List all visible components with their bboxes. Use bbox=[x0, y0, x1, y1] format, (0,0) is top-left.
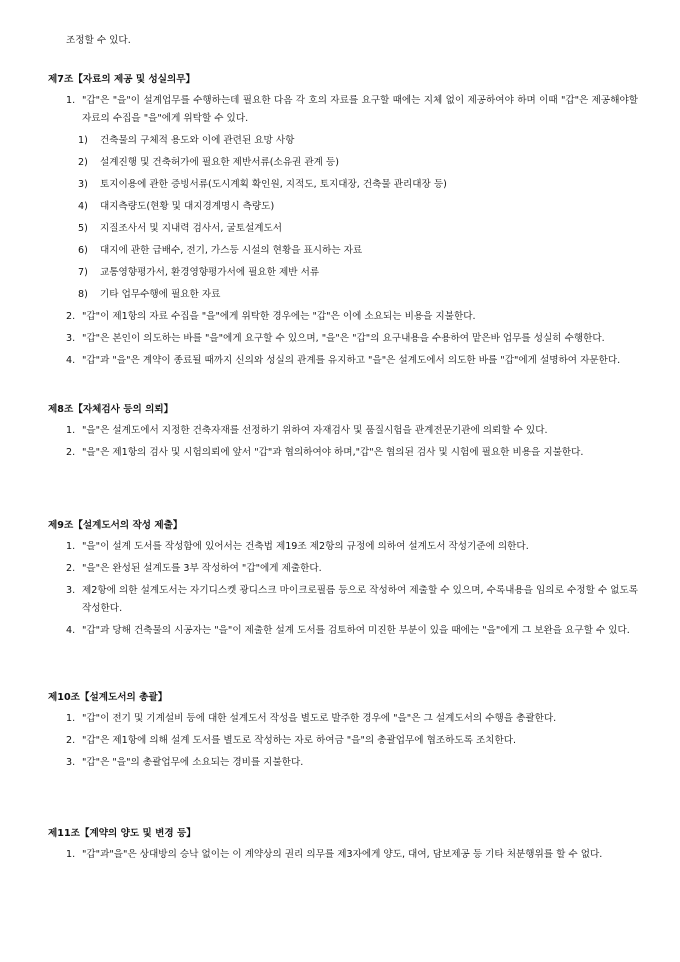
article-name: 설계도서의 총괄 bbox=[89, 692, 158, 703]
article-number: 제8조 bbox=[48, 404, 74, 415]
article-title bbox=[48, 690, 638, 706]
bracket-close: 】 bbox=[157, 692, 168, 703]
clause-text: "갑"은 "을"의 총괄업무에 소요되는 경비를 지불한다. bbox=[82, 757, 304, 768]
clause bbox=[48, 92, 638, 128]
article-number: 제7조 bbox=[48, 74, 74, 85]
sub-clause-text: 대지에 관한 급배수, 전기, 가스등 시설의 현황을 표시하는 자료 bbox=[100, 245, 363, 256]
clause-number: 2. bbox=[66, 447, 76, 458]
article-name: 설계도서의 작성 제출 bbox=[82, 520, 173, 531]
clause-number: 1. bbox=[66, 849, 76, 860]
clause-number: 2. bbox=[66, 735, 76, 746]
bracket-close: 】 bbox=[163, 404, 174, 415]
sub-clause bbox=[48, 154, 638, 172]
clause-text: "을"은 제1항의 검사 및 시험의뢰에 앞서 "갑"과 협의하여야 하며,"갑"은 협의된 검사 및 시험에 필요한 비용을 지불한다. bbox=[82, 447, 584, 458]
sub-clause bbox=[48, 264, 638, 282]
bracket-open: 【 bbox=[79, 828, 90, 839]
clause bbox=[48, 352, 638, 370]
clause bbox=[48, 444, 638, 462]
article-7 bbox=[48, 72, 638, 370]
clause-number: 3. bbox=[66, 585, 76, 596]
article-9 bbox=[48, 518, 638, 640]
article-number: 제11조 bbox=[48, 828, 80, 839]
bracket-open: 【 bbox=[73, 520, 83, 531]
sub-clause-text: 설계진행 및 건축허가에 필요한 제반서류(소유권 관계 등) bbox=[100, 157, 339, 168]
sub-clause-text: 교통영향평가서, 환경영향평가서에 필요한 제반 서류 bbox=[100, 267, 320, 278]
clause bbox=[48, 622, 638, 640]
clause bbox=[48, 308, 638, 326]
clause-text: "갑"이 전기 및 기계설비 등에 대한 설계도서 작성을 별도로 발주한 경우에 "을"은 그 설계도서의 수행을 총괄한다. bbox=[82, 713, 557, 724]
clause bbox=[48, 754, 638, 772]
article-title bbox=[48, 518, 638, 534]
bracket-close: 】 bbox=[185, 74, 196, 85]
continuation-text: 조정할 수 있다. bbox=[66, 35, 131, 46]
clause bbox=[48, 330, 638, 348]
sub-clause-number: 6) bbox=[78, 245, 88, 256]
sub-clause bbox=[48, 286, 638, 304]
sub-clause-number: 7) bbox=[78, 267, 88, 278]
clause-number: 4. bbox=[66, 625, 76, 636]
sub-clause-number: 3) bbox=[78, 179, 88, 190]
clause-text: "갑"과"을"은 상대방의 승낙 없이는 이 계약상의 권리 의무를 제3자에게 양도, 대여, 담보제공 등 기타 처분행위를 할 수 없다. bbox=[82, 849, 603, 860]
clause-number: 2. bbox=[66, 563, 76, 574]
clause-text: "갑"은 제1항에 의해 설계 도서를 별도로 작성하는 자로 하여금 "을"의 총괄업무에 협조하도록 조치한다. bbox=[82, 735, 517, 746]
clause-text: "갑"은 본인이 의도하는 바를 "을"에게 요구할 수 있으며, "을"은 "갑"의 요구내용을 수용하여 맡은바 업무를 성실히 수행한다. bbox=[82, 333, 605, 344]
clause-text: "갑"과 "을"은 계약이 종료될 때까지 신의와 성실의 관계를 유지하고 "을"은 설계도에서 의도한 바를 "갑"에게 설명하여 자문한다. bbox=[82, 355, 621, 366]
clause bbox=[48, 538, 638, 556]
article-title bbox=[48, 72, 638, 88]
clause-number: 3. bbox=[66, 757, 76, 768]
sub-clause bbox=[48, 176, 638, 194]
clause bbox=[48, 846, 638, 864]
clause-number: 1. bbox=[66, 425, 76, 436]
clause-text: 제2항에 의한 설계도서는 자기디스켓 광디스크 마이크로필름 등으로 작성하여 제출할 수 있으며, 수록내용을 임의로 수정할 수 없도록 작성한다. bbox=[82, 585, 639, 614]
article-11 bbox=[48, 826, 638, 864]
article-10 bbox=[48, 690, 638, 772]
sub-clause bbox=[48, 220, 638, 238]
article-title bbox=[48, 826, 638, 842]
clause-number: 4. bbox=[66, 355, 76, 366]
bracket-close: 】 bbox=[186, 828, 196, 839]
bracket-open: 【 bbox=[73, 74, 83, 85]
bracket-close: 】 bbox=[172, 520, 183, 531]
clause bbox=[48, 710, 638, 728]
clause-text: "갑"은 "을"이 설계업무를 수행하는데 필요한 다음 각 호의 자료를 요구할 때에는 지체 없이 제공하여야 하며 이때 "갑"은 제공해야할 자료의 수집을 "을"에게 위탁할 수 있다. bbox=[82, 95, 638, 124]
sub-clause-text: 토지이용에 관한 증빙서류(도시계획 확인원, 지적도, 토지대장, 건축물 관리대장 등) bbox=[100, 179, 447, 190]
clause-text: "을"이 설계 도서를 작성함에 있어서는 건축법 제19조 제2항의 규정에 의하여 설계도서 작성기준에 의한다. bbox=[82, 541, 529, 552]
sub-clause-text: 건축물의 구체적 용도와 이에 관련된 요망 사항 bbox=[100, 135, 295, 146]
sub-clause-number: 2) bbox=[78, 157, 88, 168]
article-name: 계약의 양도 및 변경 등 bbox=[89, 828, 187, 839]
article-number: 제10조 bbox=[48, 692, 80, 703]
sub-clause-text: 기타 업무수행에 필요한 자료 bbox=[100, 289, 221, 300]
bracket-open: 【 bbox=[73, 404, 83, 415]
sub-clause-number: 4) bbox=[78, 201, 88, 212]
clause-number: 2. bbox=[66, 311, 76, 322]
clause-text: "갑"과 당해 건축물의 시공자는 "을"이 제출한 설계 도서를 검토하여 미진한 부분이 있을 때에는 "을"에게 그 보완을 요구할 수 있다. bbox=[82, 625, 630, 636]
sub-clause bbox=[48, 242, 638, 260]
clause-number: 3. bbox=[66, 333, 76, 344]
clause bbox=[48, 582, 638, 618]
clause-number: 1. bbox=[66, 541, 76, 552]
clause bbox=[48, 560, 638, 578]
clause-text: "갑"이 제1항의 자료 수집을 "을"에게 위탁한 경우에는 "갑"은 이에 소요되는 비용을 지불한다. bbox=[82, 311, 476, 322]
clause bbox=[48, 732, 638, 750]
sub-clause bbox=[48, 198, 638, 216]
clause-text: "을"은 설계도에서 지정한 건축자재를 선정하기 위하여 자재검사 및 품질시험을 관계전문기관에 의뢰할 수 있다. bbox=[82, 425, 548, 436]
sub-clause-number: 8) bbox=[78, 289, 88, 300]
article-name: 자료의 제공 및 성실의무 bbox=[82, 74, 186, 85]
clause-text: "을"은 완성된 설계도를 3부 작성하여 "갑"에게 제출한다. bbox=[82, 563, 322, 574]
article-8 bbox=[48, 402, 638, 462]
sub-clause-text: 대지측량도(현황 및 대지경계명시 측량도) bbox=[100, 201, 275, 212]
sub-clause-text: 지질조사서 및 지내력 검사서, 굴토설계도서 bbox=[100, 223, 283, 234]
bracket-open: 【 bbox=[79, 692, 90, 703]
clause-number: 1. bbox=[66, 95, 76, 106]
clause-number: 1. bbox=[66, 713, 76, 724]
sub-clause bbox=[48, 132, 638, 150]
article-number: 제9조 bbox=[48, 520, 74, 531]
sub-clause-number: 1) bbox=[78, 135, 88, 146]
article-name: 자체검사 등의 의뢰 bbox=[82, 404, 164, 415]
sub-clause-number: 5) bbox=[78, 223, 88, 234]
clause bbox=[48, 422, 638, 440]
article-title bbox=[48, 402, 638, 418]
